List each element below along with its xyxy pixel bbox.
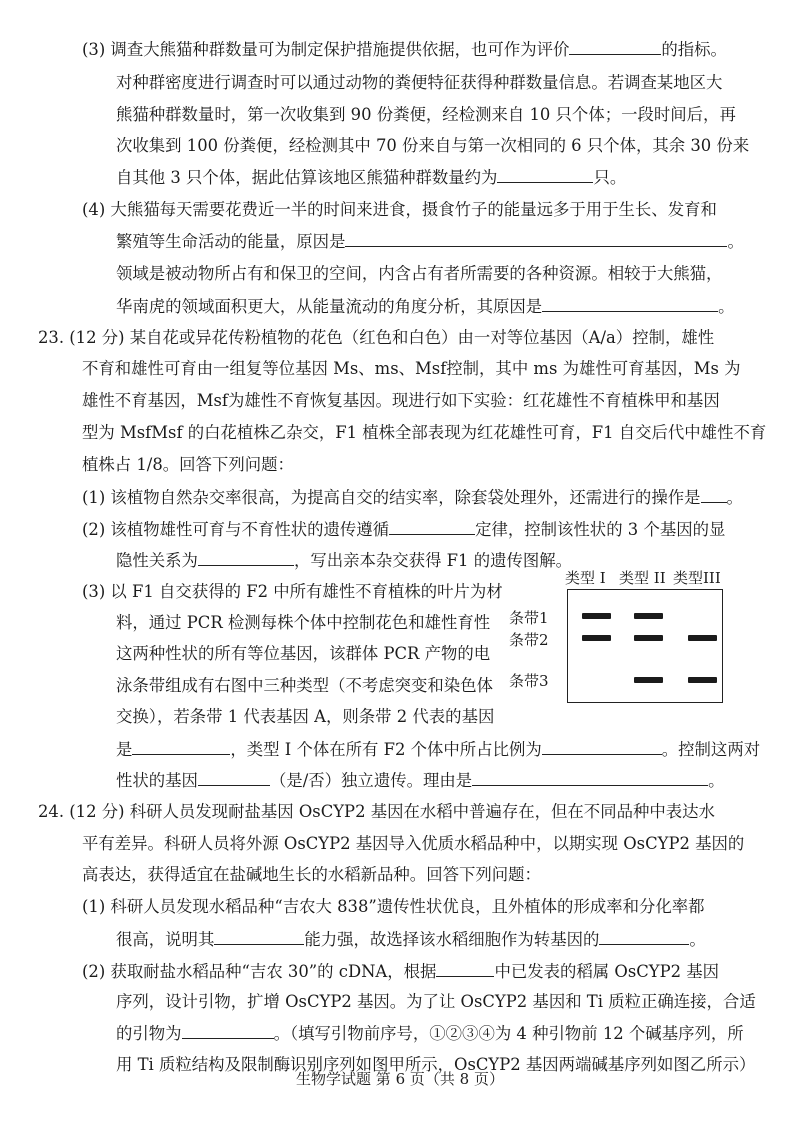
line-text: 用 Ti 质粒结构及限制酶识别序列如图甲所示，OsCYP2 基因两端碱基序列如图乙所示） — [116, 1055, 756, 1074]
gel-header-type-1: 类型 I — [565, 569, 606, 587]
line-text: 雄性不育基因，Msf为雄性不育恢复基因。现进行如下实验：红花雄性不育植株甲和基因 — [82, 391, 720, 410]
gel-header-type-3: 类型III — [673, 569, 721, 587]
gel-band — [634, 613, 663, 619]
line-text-after-blank: （是/否）独立遗传。理由是 — [269, 771, 473, 790]
line-text: 23. (12 分) 某自花或异花传粉植物的花色（红色和白色）由一对等位基因（A/a）控制，雄性 — [38, 328, 715, 347]
line-text: 对种群密度进行调查时可以通过动物的粪便特征获得种群数量信息。若调查某地区大 — [116, 73, 723, 92]
line-text: 是 — [116, 740, 133, 759]
line-text: 高表达，获得适宜在盐碱地生长的水稻新品种。回答下列问题： — [82, 865, 541, 884]
text-line — [82, 38, 727, 61]
line-text-after-blank: 。 — [718, 297, 735, 316]
line-text: 华南虎的领域面积更大，从能量流动的角度分析，其原因是 — [116, 297, 543, 316]
text-line — [82, 896, 705, 918]
answer-blank[interactable] — [198, 769, 270, 786]
answer-blank[interactable] — [701, 486, 727, 503]
line-text: 次收集到 100 份粪便，经检测其中 70 份来自与第一次相同的 6 只个体，其余 30 份来 — [116, 136, 750, 155]
line-text-after-blank: 的指标。 — [661, 40, 727, 59]
text-line — [116, 706, 494, 728]
text-line — [82, 486, 743, 509]
text-line — [116, 675, 493, 697]
line-text: 这两种性状的所有等位基因，该群体 PCR 产物的电 — [116, 644, 491, 663]
text-line — [38, 801, 715, 823]
line-text: (1) 该植物自然杂交率很高，为提高自交的结实率，除套袋处理外，还需进行的操作是 — [82, 488, 701, 507]
text-line — [116, 104, 736, 126]
answer-blank[interactable] — [389, 518, 475, 535]
line-text: 性状的基因 — [116, 771, 198, 790]
line-text: 料，通过 PCR 检测每株个体中控制花色和雄性育性 — [116, 613, 491, 632]
line-text: (3) 以 F1 自交获得的 F2 中所有雄性不育植株的叶片为材 — [82, 582, 503, 601]
answer-blank[interactable] — [497, 166, 593, 183]
gel-band — [634, 677, 663, 683]
text-line — [116, 612, 490, 634]
line-text: 序列，设计引物，扩增 OsCYP2 基因。为了让 OsCYP2 基因和 Ti 质粒正确连接，合适 — [116, 992, 756, 1011]
line-text-after-blank: 能力强，故选择该水稻细胞作为转基因的 — [304, 930, 600, 949]
line-text: 熊猫种群数量时，第一次收集到 90 份粪便，经检测来自 10 只个体；一段时间后，再 — [116, 105, 736, 124]
answer-blank[interactable] — [182, 1022, 274, 1039]
gel-band — [582, 613, 611, 619]
answer-blank[interactable] — [542, 738, 662, 755]
band-label-3: 条带3 — [509, 672, 549, 690]
line-text-after-blank: 。 — [726, 488, 743, 507]
answer-blank[interactable] — [599, 928, 689, 945]
line-text-after-blank: 中已发表的稻属 OsCYP2 基因 — [494, 962, 720, 981]
line-text: 平有差异。科研人员将外源 OsCYP2 基因导入优质水稻品种中，以期实现 OsCYP2 基因的 — [82, 834, 745, 853]
text-line — [82, 833, 744, 855]
text-line — [116, 991, 756, 1013]
page-footer: 生物学试题 第 6 页（共 8 页） — [296, 1070, 504, 1088]
gel-header-type-2: 类型 II — [619, 569, 666, 587]
line-text: 繁殖等生命活动的能量，原因是 — [116, 232, 346, 251]
band-label-2: 条带2 — [509, 631, 549, 649]
line-text-after-blank: 只。 — [593, 168, 627, 187]
answer-blank[interactable] — [214, 928, 304, 945]
answer-blank[interactable] — [472, 769, 708, 786]
band-label-1: 条带1 — [509, 609, 549, 627]
line-text: 不育和雄性可育由一组复等位基因 Ms、ms、Msf控制，其中 ms 为雄性可育基因，Ms 为 — [82, 359, 741, 378]
text-line — [82, 199, 717, 221]
line-text: (4) 大熊猫每天需要花费近一半的时间来进食，摄食竹子的能量远多于用于生长、发育和 — [82, 200, 717, 219]
line-text: 交换），若条带 1 代表基因 A，则条带 2 代表的基因 — [116, 707, 495, 726]
line-text: 的引物为 — [116, 1024, 182, 1043]
line-text: 很高，说明其 — [116, 930, 215, 949]
line-text-after-blank: ，类型 I 个体在所有 F2 个体中所占比例为 — [230, 740, 542, 759]
line-text: 型为 MsfMsf 的白花植株乙杂交，F1 植株全部表现为红花雄性可育，F1 自交后代中雄性不育 — [82, 423, 767, 442]
text-line — [116, 928, 706, 951]
text-line — [82, 454, 294, 476]
text-line — [82, 358, 741, 380]
gel-band — [688, 635, 717, 641]
answer-blank[interactable] — [345, 230, 727, 247]
answer-blank[interactable] — [569, 38, 661, 55]
line-text: (2) 该植物雄性可育与不育性状的遗传遵循 — [82, 520, 390, 539]
text-line — [82, 390, 720, 412]
text-line — [116, 135, 749, 157]
text-line — [82, 518, 725, 541]
text-line — [116, 738, 760, 761]
text-line — [116, 769, 725, 792]
line-text: 自其他 3 只个体，据此估算该地区熊猫种群数量约为 — [116, 168, 498, 187]
electrophoresis-figure — [509, 567, 725, 707]
gel-band — [634, 635, 663, 641]
line-text-after-blank: ，写出亲本杂交获得 F1 的遗传图解。 — [293, 551, 573, 570]
line-text-after-blank: 。（填写引物前序号，①②③④为 4 种引物前 12 个碱基序列，所 — [273, 1024, 744, 1043]
line-text: 24. (12 分) 科研人员发现耐盐基因 OsCYP2 基因在水稻中普遍存在，但在不同品种中表达水 — [38, 802, 715, 821]
line-text-after-blank: 。 — [727, 232, 744, 251]
line-text: (1) 科研人员发现水稻品种“吉农大 838”遗传性状优良，且外植体的形成率和分化率都 — [82, 897, 705, 916]
text-line — [116, 230, 744, 253]
text-line — [116, 72, 722, 94]
line-text: 领域是被动物所占有和保卫的空间，内含占有者所需要的各种资源。相较于大熊猫， — [116, 264, 723, 283]
gel-band — [688, 677, 717, 683]
text-line — [116, 263, 722, 285]
answer-blank[interactable] — [436, 960, 494, 977]
line-text-after-blank: 。 — [689, 930, 706, 949]
text-line — [116, 1022, 744, 1045]
gel-band — [582, 635, 611, 641]
answer-blank[interactable] — [132, 738, 230, 755]
line-text-after-blank: 定律，控制该性状的 3 个基因的显 — [475, 520, 726, 539]
answer-blank[interactable] — [198, 549, 294, 566]
line-text: (3) 调查大熊猫种群数量可为制定保护措施提供依据，也可作为评价 — [82, 40, 570, 59]
text-line — [116, 166, 626, 189]
text-line — [116, 643, 490, 665]
line-text: 植株占 1/8。回答下列问题： — [82, 455, 294, 474]
text-line — [82, 422, 766, 444]
gel-frame — [567, 589, 723, 703]
line-text: 隐性关系为 — [116, 551, 198, 570]
text-line — [82, 864, 541, 886]
text-line — [82, 960, 719, 983]
line-text: (2) 获取耐盐水稻品种“吉农 30”的 cDNA，根据 — [82, 962, 437, 981]
text-line — [38, 327, 714, 349]
text-line — [82, 581, 503, 603]
text-line — [116, 549, 572, 572]
line-text-after-blank: 。控制这两对 — [661, 740, 761, 759]
line-text-after-blank: 。 — [708, 771, 725, 790]
text-line — [116, 295, 735, 318]
line-text: 泳条带组成有右图中三种类型（不考虑突变和染色体 — [116, 676, 493, 695]
answer-blank[interactable] — [542, 295, 718, 312]
